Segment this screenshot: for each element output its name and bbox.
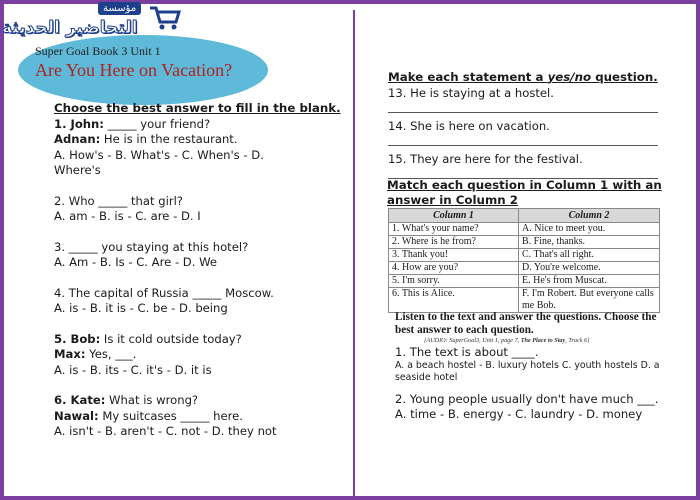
answer-options: A. time - B. energy - C. laundry - D. money — [395, 407, 643, 421]
match-heading: Match each question in Column 1 with an answer in Column 2 — [387, 178, 662, 207]
question-text: He is in the restaurant. — [100, 132, 238, 146]
answer-line[interactable] — [388, 145, 658, 146]
listening-heading: Listen to the text and answer the questions. Choose the best answer to each question. — [395, 311, 657, 336]
question-text: My suitcases _____ here. — [98, 408, 243, 423]
speaker-label: Max: — [54, 347, 86, 361]
logo-name: التحاضير الحديثة — [2, 18, 138, 38]
listening-question-2 — [395, 392, 667, 422]
yesno-section — [388, 70, 670, 179]
speaker-label: Adnan: — [54, 132, 101, 146]
question-1 — [54, 117, 344, 179]
answer-options: A. Am - B. Is - C. Are - D. We — [54, 255, 218, 269]
column-2-header: Column 2 — [519, 209, 660, 223]
question-text: Yes, ___. — [85, 347, 137, 361]
table-row: 2. Where is he from? B. Fine, thanks. — [389, 236, 660, 249]
table-row: 3. Thank you! C. That's all right. — [389, 249, 660, 262]
statement-14: 14. She is here on vacation. — [388, 119, 550, 133]
question-6 — [54, 393, 344, 440]
section-heading: Choose the best answer to fill in the blank. — [54, 101, 341, 115]
question-5 — [54, 332, 344, 379]
question-4 — [54, 286, 344, 317]
table-row: 5. I'm sorry. E. He's from Muscat. — [389, 275, 660, 288]
audio-reference: [AUDIO: SuperGoal3, Unit 1, page 7, The Place to Stay, Track 6] — [424, 337, 590, 344]
match-table — [388, 208, 660, 313]
answer-options: A. a beach hostel - B. luxury hotels C. youth hostels D. a seaside hotel — [395, 360, 660, 383]
logo-badge: مؤسسة — [98, 2, 141, 15]
question-text: Is it cold outside today? — [100, 331, 242, 346]
table-row: 1. What's your name? A. Nice to meet you. — [389, 223, 660, 236]
question-text: 4. The capital of Russia _____ Moscow. — [54, 285, 274, 300]
answer-options: A. isn't - B. aren't - C. not - D. they not — [54, 424, 277, 438]
question-3 — [54, 240, 344, 271]
column-divider — [353, 10, 355, 496]
table-row: 4. How are you? D. You're welcome. — [389, 262, 660, 275]
speaker-label: Nawal: — [54, 408, 99, 423]
answer-options: A. am - B. is - C. are - D. I — [54, 209, 201, 223]
section-heading: Make each statement a yes/no question. — [388, 70, 658, 84]
statement-15: 15. They are here for the festival. — [388, 152, 583, 166]
cart-icon — [148, 4, 182, 32]
answer-options: A. is - B. it is - C. be - D. being — [54, 301, 228, 315]
speaker-label: 5. Bob: — [54, 331, 101, 346]
question-text: 1. The text is about ____. — [395, 345, 539, 359]
question-text: 2. Who _____ that girl? — [54, 193, 183, 208]
unit-title: Are You Here on Vacation? — [35, 60, 233, 80]
listening-question-1 — [395, 345, 667, 384]
question-text: 3. _____ you staying at this hotel? — [54, 239, 249, 254]
question-text: _____ your friend? — [103, 116, 211, 131]
question-text: 2. Young people usually don't have much ___. — [395, 392, 659, 406]
answer-options: A. is - B. its - C. it's - D. it is — [54, 362, 212, 377]
question-text: What is wrong? — [105, 393, 199, 407]
speaker-label: 6. Kate: — [54, 393, 106, 407]
speaker-label: 1. John: — [54, 116, 104, 131]
book-title: Super Goal Book 3 Unit 1 — [35, 44, 161, 58]
table-row: 6. This is Alice. F. I'm Robert. But everyone calls me Bob. — [389, 288, 660, 313]
statement-13: 13. He is staying at a hostel. — [388, 86, 554, 100]
answer-line[interactable] — [388, 112, 658, 113]
question-2 — [54, 194, 344, 225]
column-1-header: Column 1 — [389, 209, 519, 223]
multiple-choice-section — [54, 101, 344, 440]
answer-options: A. How's - B. What's - C. When's - D. Where's — [54, 147, 264, 177]
